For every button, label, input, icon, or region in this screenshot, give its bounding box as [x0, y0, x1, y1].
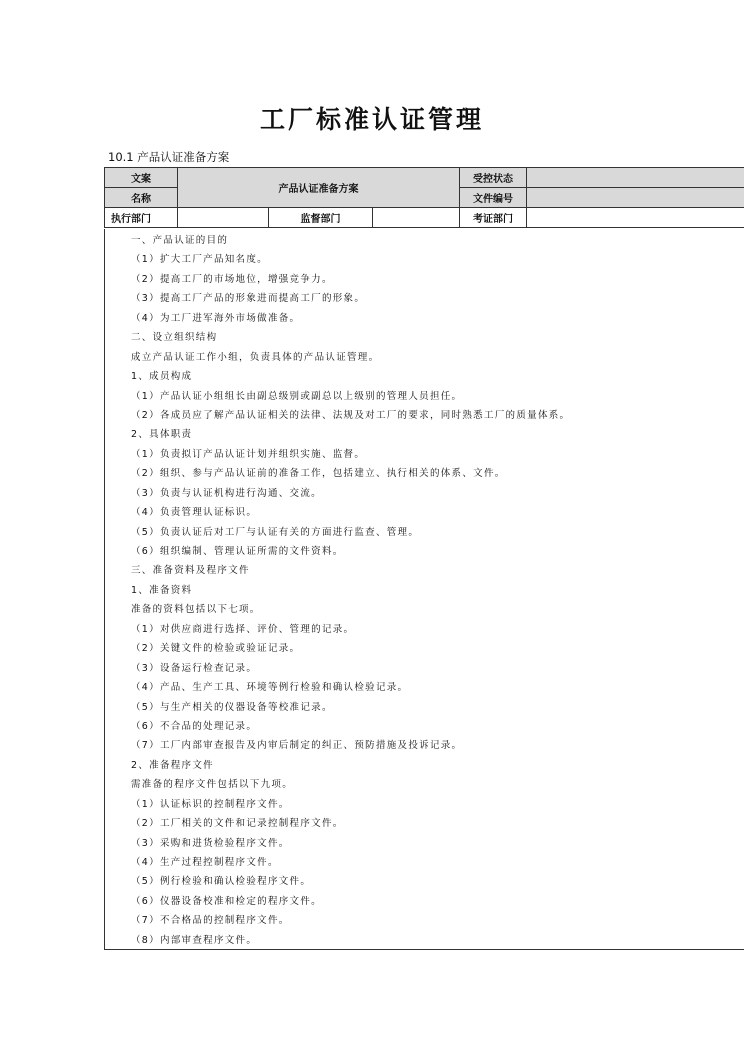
plan-name-value: 产品认证准备方案 — [178, 168, 460, 208]
content-line: （1）认证标识的控制程序文件。 — [131, 798, 290, 810]
content-line: （4）产品、生产工具、环境等例行检验和确认检验记录。 — [131, 682, 409, 694]
content-line: （2）各成员应了解产品认证相关的法律、法规及对工厂的要求，同时熟悉工厂的质量体系。 — [131, 409, 571, 421]
content-line: （3）设备运行检查记录。 — [131, 662, 258, 674]
content-line: （1）对供应商进行选择、评价、管理的记录。 — [131, 623, 355, 635]
plan-name-label-bottom: 名称 — [105, 188, 178, 208]
section-subtitle: 10.1 产品认证准备方案 — [108, 150, 230, 164]
content-line: 需准备的程序文件包括以下九项。 — [131, 779, 294, 791]
content-line: （4）负责管理认证标识。 — [131, 507, 258, 519]
content-line: 1、成员构成 — [131, 371, 193, 383]
content-line: （1）产品认证小组组长由副总级别或副总以上级别的管理人员担任。 — [131, 390, 463, 402]
content-line: （1）扩大工厂产品知名度。 — [131, 254, 268, 266]
content-line: 2、准备程序文件 — [131, 759, 214, 771]
exec-dept-value — [178, 208, 269, 228]
content-line: （6）仪器设备校准和检定的程序文件。 — [131, 895, 322, 907]
header-table — [104, 167, 744, 228]
content-line: （3）负责与认证机构进行沟通、交流。 — [131, 487, 322, 499]
page-title: 工厂标准认证管理 — [259, 105, 484, 134]
content-line: （3）采购和进货检验程序文件。 — [131, 837, 290, 849]
content-lines — [131, 231, 570, 950]
content-line: 二、设立组织结构 — [131, 332, 218, 344]
control-status-value — [527, 168, 744, 188]
content-line: （5）与生产相关的仪器设备等校准记录。 — [131, 701, 333, 713]
assess-dept-value — [527, 208, 744, 228]
doc-number-label: 文件编号 — [460, 188, 527, 208]
content-line: （2）组织、参与产品认证前的准备工作，包括建立、执行相关的体系、文件。 — [131, 468, 506, 480]
content-line: （8）内部审查程序文件。 — [131, 934, 258, 946]
content-line: （5）例行检验和确认检验程序文件。 — [131, 876, 312, 888]
content-line: （5）负责认证后对工厂与认证有关的方面进行监查、管理。 — [131, 526, 420, 538]
content-line: （4）为工厂进军海外市场做准备。 — [131, 312, 301, 324]
control-status-label: 受控状态 — [460, 168, 527, 188]
content-line: （4）生产过程控制程序文件。 — [131, 857, 279, 868]
supervise-dept-label: 监督部门 — [269, 208, 373, 228]
doc-number-value — [527, 188, 744, 208]
content-line: （1）负责拟订产品认证计划并组织实施、监督。 — [131, 448, 366, 460]
supervise-dept-value — [373, 208, 460, 228]
exec-dept-label: 执行部门 — [105, 208, 178, 228]
content-line: （7）工厂内部审查报告及内审后制定的纠正、预防措施及投诉记录。 — [131, 740, 463, 752]
assess-dept-label: 考证部门 — [460, 208, 527, 228]
content-line: （3）提高工厂产品的形象进而提高工厂的形象。 — [131, 293, 366, 305]
content-line: 准备的资料包括以下七项。 — [131, 604, 261, 616]
content-line: 1、准备资料 — [131, 584, 193, 596]
content-line: （2）工厂相关的文件和记录控制程序文件。 — [131, 818, 344, 830]
content-line: 2、具体职责 — [131, 429, 193, 441]
plan-name-label-top: 文案 — [105, 168, 178, 188]
content-line: （7）不合格品的控制程序文件。 — [131, 915, 290, 927]
content-line: 一、产品认证的目的 — [131, 235, 229, 246]
content-line: （6）组织编制、管理认证所需的文件资料。 — [131, 546, 344, 557]
content-line: 成立产品认证工作小组，负责具体的产品认证管理。 — [131, 351, 380, 363]
content-line: （2）提高工厂的市场地位，增强竞争力。 — [131, 273, 333, 285]
content-line: （2）关键文件的检验或验证记录。 — [131, 643, 301, 655]
content-line: 三、准备资料及程序文件 — [131, 565, 250, 577]
content-line: （6）不合品的处理记录。 — [131, 720, 258, 732]
